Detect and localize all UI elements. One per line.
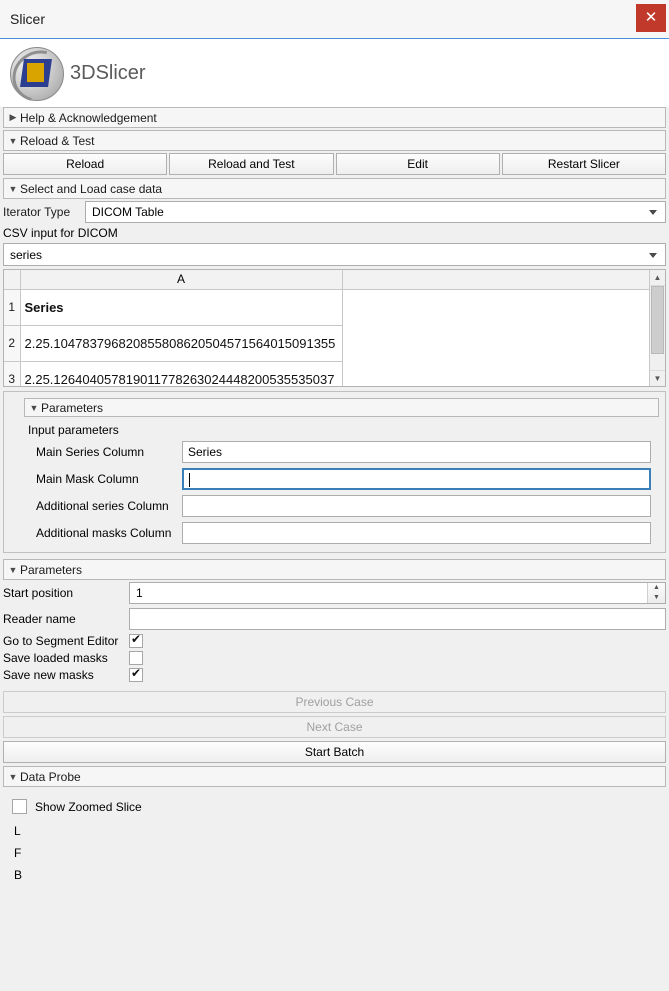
show-zoomed-slice-checkbox[interactable] — [12, 799, 27, 814]
probe-line-f: F — [14, 846, 22, 860]
additional-series-column-label: Additional series Column — [36, 499, 169, 513]
csv-sheet-select[interactable] — [3, 243, 666, 266]
additional-series-column-row — [36, 495, 651, 517]
start-position-row — [3, 582, 666, 604]
section-parameters-outer[interactable] — [3, 559, 666, 580]
table-cell-empty — [342, 361, 649, 386]
section-parameters-inner[interactable] — [24, 398, 659, 417]
save-loaded-masks-checkbox[interactable] — [129, 651, 143, 665]
table-cell[interactable]: 2.25.104783796820855808620504571564015091355 — [20, 325, 342, 361]
additional-masks-column-input[interactable] — [182, 522, 651, 544]
table-cell[interactable]: 2.25.126404057819011778263024448200535535037 — [20, 361, 342, 386]
chevron-down-icon: ▼ — [8, 771, 18, 782]
input-parameters-group — [3, 391, 666, 553]
start-position-stepper[interactable] — [129, 582, 666, 604]
save-new-masks-row — [3, 668, 666, 682]
table-row-number: 1 — [4, 289, 20, 325]
previous-case-button[interactable]: Previous Case — [3, 691, 666, 713]
spin-up-icon[interactable]: ▲ — [653, 584, 660, 591]
section-help-acknowledgement[interactable] — [3, 107, 666, 128]
iterator-type-value: DICOM Table — [92, 205, 164, 219]
section-reload-test[interactable] — [3, 130, 666, 151]
reader-name-input[interactable] — [129, 608, 666, 630]
save-loaded-masks-row — [3, 651, 666, 665]
table-row[interactable] — [4, 325, 649, 361]
chevron-down-icon: ▼ — [8, 183, 18, 194]
iterator-type-select[interactable] — [85, 201, 666, 223]
csv-input-label: CSV input for DICOM — [3, 226, 118, 240]
go-to-segment-editor-label: Go to Segment Editor — [3, 634, 119, 648]
section-help-label: Help & Acknowledgement — [20, 110, 157, 125]
additional-masks-column-label: Additional masks Column — [36, 526, 172, 540]
start-position-spin-buttons[interactable] — [647, 583, 665, 603]
slicer-logo-icon — [10, 45, 66, 101]
reader-name-row — [3, 608, 666, 630]
start-position-label: Start position — [3, 586, 74, 600]
chevron-down-icon: ▼ — [8, 135, 18, 146]
table-row-number: 3 — [4, 361, 20, 386]
scroll-up-icon[interactable]: ▲ — [650, 270, 665, 286]
spin-down-icon[interactable]: ▼ — [653, 594, 660, 601]
probe-line-b: B — [14, 868, 23, 882]
scroll-down-icon[interactable]: ▼ — [650, 370, 665, 386]
table-vertical-scrollbar[interactable] — [649, 270, 665, 386]
additional-series-column-input[interactable] — [182, 495, 651, 517]
table-header-row — [4, 270, 649, 289]
section-data-probe-label: Data Probe — [20, 769, 81, 784]
table-cell[interactable]: Series — [20, 289, 342, 325]
chevron-down-icon — [649, 253, 657, 258]
input-parameters-title: Input parameters — [28, 423, 119, 437]
branding-header — [0, 39, 669, 107]
save-new-masks-label: Save new masks — [3, 668, 94, 682]
section-reload-label: Reload & Test — [20, 133, 95, 148]
main-mask-column-label: Main Mask Column — [36, 472, 139, 486]
section-data-probe[interactable] — [3, 766, 666, 787]
show-zoomed-slice-row — [12, 799, 666, 814]
show-zoomed-slice-label: Show Zoomed Slice — [35, 799, 142, 814]
restart-slicer-button[interactable]: Restart Slicer — [502, 153, 666, 175]
section-select-load-label: Select and Load case data — [20, 181, 163, 196]
window-title: Slicer — [10, 11, 46, 27]
section-parameters-outer-label: Parameters — [20, 562, 83, 577]
main-mask-column-row — [36, 468, 651, 490]
main-mask-column-input[interactable] — [182, 468, 651, 490]
edit-button[interactable]: Edit — [336, 153, 500, 175]
table-header-spacer — [342, 270, 649, 289]
additional-masks-column-row — [36, 522, 651, 544]
start-batch-button[interactable]: Start Batch — [3, 741, 666, 763]
main-series-column-label: Main Series Column — [36, 445, 145, 459]
table-cell-empty — [342, 289, 649, 325]
close-icon[interactable]: ✕ — [636, 4, 666, 32]
section-select-load-case-data[interactable] — [3, 178, 666, 199]
chevron-down-icon: ▼ — [8, 564, 18, 575]
table-column-header-a[interactable]: A — [20, 270, 342, 289]
go-to-segment-editor-checkbox[interactable] — [129, 634, 143, 648]
window-titlebar — [0, 0, 669, 39]
scrollbar-thumb[interactable] — [651, 286, 664, 354]
iterator-type-row — [3, 201, 666, 223]
go-to-segment-editor-row — [3, 634, 666, 648]
data-probe-orientations — [14, 820, 669, 886]
main-series-column-row — [36, 441, 651, 463]
chevron-right-icon: ▶ — [9, 112, 17, 122]
section-parameters-inner-label: Parameters — [41, 400, 104, 415]
reload-and-test-button[interactable]: Reload and Test — [169, 153, 333, 175]
chevron-down-icon — [649, 210, 657, 215]
reader-name-label: Reader name — [3, 612, 76, 626]
chevron-down-icon: ▼ — [29, 402, 39, 413]
table-row[interactable] — [4, 361, 649, 386]
reload-button-row — [3, 153, 666, 175]
module-panel — [0, 107, 669, 886]
probe-line-l: L — [14, 824, 21, 838]
main-series-column-input[interactable]: Series — [182, 441, 651, 463]
next-case-button[interactable]: Next Case — [3, 716, 666, 738]
reload-button[interactable]: Reload — [3, 153, 167, 175]
save-new-masks-checkbox[interactable] — [129, 668, 143, 682]
table-corner — [4, 270, 20, 289]
start-position-value: 1 — [136, 586, 143, 600]
csv-sheet-value: series — [10, 247, 43, 262]
iterator-type-label: Iterator Type — [3, 205, 71, 219]
csv-table[interactable] — [3, 269, 666, 387]
table-row-number: 2 — [4, 325, 20, 361]
table-cell-empty — [342, 325, 649, 361]
table-row[interactable] — [4, 289, 649, 325]
branding-label: 3DSlicer — [70, 61, 146, 84]
save-loaded-masks-label: Save loaded masks — [3, 651, 108, 665]
